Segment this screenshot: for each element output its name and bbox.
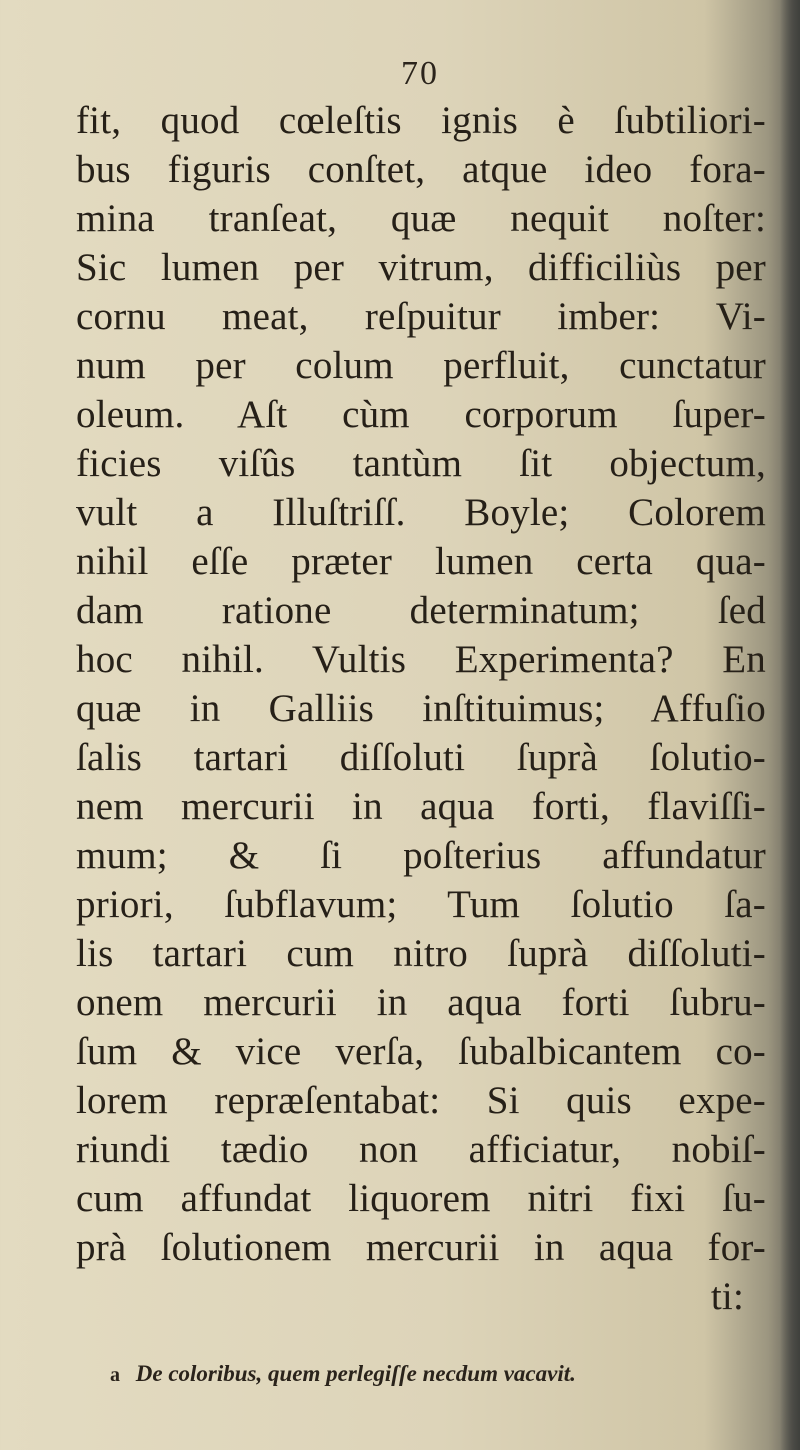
text-line: ficies viſûs tantùm ſit objectum,: [76, 442, 766, 485]
text-line: priori, ſubflavum; Tum ſolutio ſa-: [76, 883, 766, 926]
text-line-last-word: ti:: [710, 1275, 744, 1318]
text-line: nihil eſſe præter lumen certa qua-: [76, 540, 766, 583]
text-line: mina tranſeat, quæ nequit noſter:: [76, 197, 766, 240]
text-line: dam ratione determinatum; ſed: [76, 589, 766, 632]
text-line: quæ in Galliis inſtituimus; Affuſio: [76, 687, 766, 730]
text-line: cornu meat, reſpuitur imber: Vi-: [76, 295, 766, 338]
text-line: lis tartari cum nitro ſuprà diſſoluti-: [76, 932, 766, 975]
footnote-marker: a: [110, 1364, 120, 1386]
text-line: hoc nihil. Vultis Experimenta? En: [76, 638, 766, 681]
text-line: ſalis tartari diſſoluti ſuprà ſolutio-: [76, 736, 766, 779]
text-line: lorem repræſentabat: Si quis expe-: [76, 1079, 766, 1122]
text-line: num per colum perfluit, cunctatur: [76, 344, 766, 387]
text-line: riundi tædio non afficiatur, nobiſ-: [76, 1128, 766, 1171]
text-line: prà ſolutionem mercurii in aqua for-: [76, 1226, 766, 1269]
text-line: bus figuris conſtet, atque ideo fora-: [76, 148, 766, 191]
body-text: [76, 96, 766, 1321]
text-line: onem mercurii in aqua forti ſubru-: [76, 981, 766, 1024]
page-edge-shadow: [780, 0, 800, 1450]
text-line: oleum. Aſt cùm corporum ſuper-: [76, 393, 766, 436]
text-line: vult a Illuſtriſſ. Boyle; Colorem: [76, 491, 766, 534]
footnote: [110, 1360, 750, 1389]
text-line: fit, quod cœleſtis ignis è ſubtiliori-: [76, 99, 766, 142]
footnote-text: De coloribus, quem perlegiſſe necdum vacavit.: [135, 1361, 576, 1386]
text-line: ſum & vice verſa, ſubalbicantem co-: [76, 1030, 766, 1073]
text-line: nem mercurii in aqua forti, flaviſſi-: [76, 785, 766, 828]
text-line: Sic lumen per vitrum, difficiliùs per: [76, 246, 766, 289]
page-number: 70: [401, 55, 439, 92]
text-line: mum; & ſi poſterius affundatur: [76, 834, 766, 877]
text-line: cum affundat liquorem nitri fixi ſu-: [76, 1177, 766, 1220]
